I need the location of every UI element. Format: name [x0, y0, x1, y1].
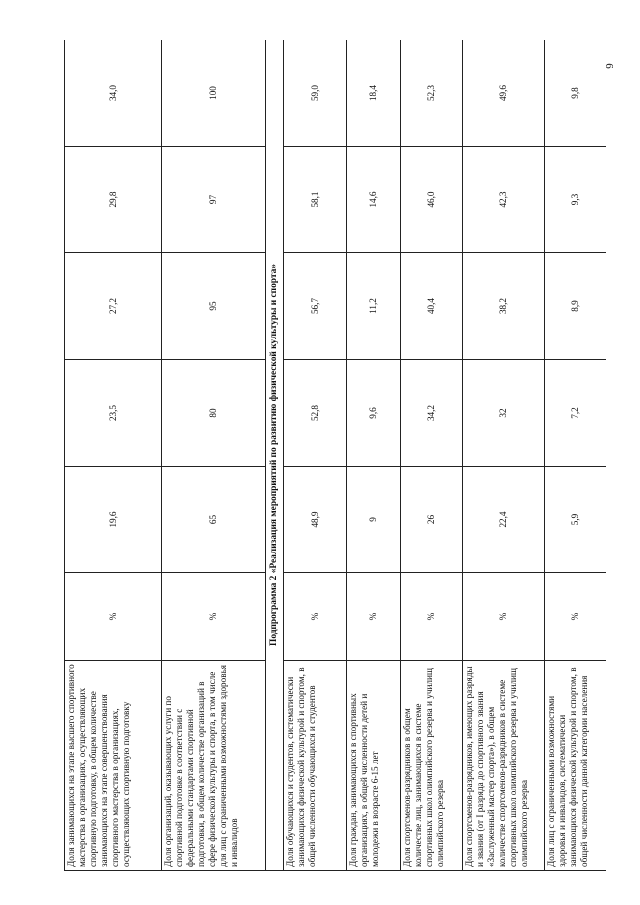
indicator-name: Доля спортсменов-разрядников, имеющих разряды и звания (от I разряда до спортивного звания «Заслуженный мастер спорта»), в общем количестве спортсменов-разрядников в системе спортивных школ олимпийского резерва и училищ олимпийского резерва	[463, 661, 545, 871]
indicator-value: 56,7	[284, 253, 347, 360]
indicators-table	[64, 40, 606, 871]
indicator-value: 58,1	[284, 147, 347, 253]
table-row	[401, 40, 463, 871]
indicator-unit: %	[284, 573, 347, 661]
indicator-value: 52,3	[401, 40, 463, 147]
indicator-value: 34,2	[401, 360, 463, 467]
indicator-value: 14,6	[347, 147, 401, 253]
indicator-unit: %	[162, 573, 266, 661]
indicator-name: Доля обучающихся и студентов, систематически занимающихся физической культурой и спортом, в общей численности обучающихся и студентов	[284, 661, 347, 871]
indicator-value: 22,4	[463, 467, 545, 573]
table-row	[65, 40, 162, 871]
subprogram-row	[266, 40, 284, 871]
indicator-value: 27,2	[65, 253, 162, 360]
indicator-value: 32	[463, 360, 545, 467]
indicator-value: 9,8	[545, 40, 607, 147]
indicator-name: Доля граждан, занимающихся в спортивных организациях, в общей численности детей и молодежи в возрасте 6-15 лет	[347, 661, 401, 871]
subprogram-heading: Подпрограмма 2 «Реализация мероприятий по развитию физической культуры и спорта»	[266, 40, 284, 871]
table-row	[347, 40, 401, 871]
indicator-value: 48,9	[284, 467, 347, 573]
indicator-value: 34,0	[65, 40, 162, 147]
indicator-value: 100	[162, 40, 266, 147]
indicator-value: 18,4	[347, 40, 401, 147]
indicator-unit: %	[545, 573, 607, 661]
indicator-value: 19,6	[65, 467, 162, 573]
indicator-unit: %	[401, 573, 463, 661]
indicator-value: 46,0	[401, 147, 463, 253]
indicator-value: 80	[162, 360, 266, 467]
indicator-name: Доля организаций, оказывающих услуги по спортивной подготовке в соответствии с федеральными стандартами спортивной подготовки, в общем количестве организаций в сфере физической культуры и спорта, в том числе для лиц с ограниченными возможностями здоровья и инвалидов	[162, 661, 266, 871]
indicator-value: 7,2	[545, 360, 607, 467]
page-number: 6	[602, 63, 615, 69]
indicator-value: 26	[401, 467, 463, 573]
table-row	[463, 40, 545, 871]
indicator-name: Доля спортсменов-разрядников в общем количестве лиц, занимающихся в системе спортивных школ олимпийского резерва и училищ олимпийского резерва	[401, 661, 463, 871]
indicator-value: 52,8	[284, 360, 347, 467]
indicator-value: 11,2	[347, 253, 401, 360]
indicator-value: 23,5	[65, 360, 162, 467]
indicator-value: 59,0	[284, 40, 347, 147]
table-row	[162, 40, 266, 871]
indicator-value: 9,3	[545, 147, 607, 253]
indicator-name: Доля лиц с ограниченными возможностями здоровья и инвалидов, систематически занимающихся физической культурой и спортом, в общей численности данной категории населения	[545, 661, 607, 871]
indicator-unit: %	[347, 573, 401, 661]
indicator-name: Доля занимающихся на этапе высшего спортивного мастерства в организациях, осуществляющих спортивную подготовку, в общем количестве занимающихся на этапе совершенствования спортивного мастерства в организациях, осуществляющих спортивную подготовку	[65, 661, 162, 871]
indicator-value: 29,8	[65, 147, 162, 253]
indicator-unit: %	[463, 573, 545, 661]
table-row	[284, 40, 347, 871]
indicator-value: 5,9	[545, 467, 607, 573]
indicator-value: 38,2	[463, 253, 545, 360]
indicator-value: 95	[162, 253, 266, 360]
indicator-value: 65	[162, 467, 266, 573]
indicator-value: 40,4	[401, 253, 463, 360]
indicator-value: 8,9	[545, 253, 607, 360]
indicator-unit: %	[65, 573, 162, 661]
indicator-value: 97	[162, 147, 266, 253]
indicator-value: 9	[347, 467, 401, 573]
rotated-page	[64, 40, 606, 871]
indicator-value: 42,3	[463, 147, 545, 253]
indicator-value: 9,6	[347, 360, 401, 467]
indicators-table-wrapper	[64, 40, 606, 871]
indicator-value: 49,6	[463, 40, 545, 147]
table-row	[545, 40, 607, 871]
